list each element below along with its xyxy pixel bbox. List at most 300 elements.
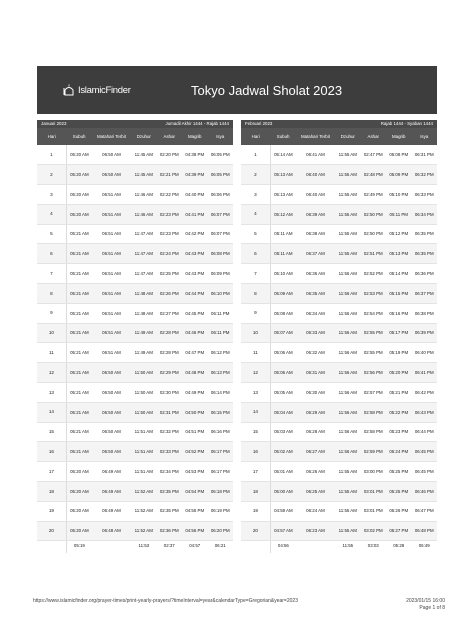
table-cell: 05:20 AM: [66, 462, 91, 482]
table-row: [241, 383, 437, 403]
table-cell: 04:39 PM: [182, 165, 207, 185]
table-cell: 05:22 PM: [386, 402, 411, 422]
table-cell: 02:31 PM: [157, 402, 182, 422]
table-cell: 11:55 AM: [335, 145, 360, 165]
table-cell: 04:43 PM: [182, 264, 207, 284]
table-cell: 06:17 PM: [207, 442, 233, 462]
table-cell: 14: [37, 402, 66, 422]
table-cell: 11:56 AM: [335, 284, 360, 304]
table-cell: 18: [37, 482, 66, 502]
table-cell: 06:34 PM: [411, 204, 437, 224]
column-header: Matahari Terbit: [296, 128, 335, 145]
table-cell: 10: [37, 323, 66, 343]
table-cell: [37, 541, 66, 553]
table-cell: 02:50 PM: [361, 204, 386, 224]
table-row: [241, 284, 437, 304]
column-header: Matahari Terbit: [92, 128, 131, 145]
table-cell: 11:51 AM: [131, 422, 156, 442]
table-row: [241, 244, 437, 264]
table-cell: 05:20 PM: [386, 363, 411, 383]
table-row: [37, 402, 233, 422]
table-cell: 11:55 AM: [335, 204, 360, 224]
table-row: [37, 482, 233, 502]
table-cell: 05:19: [66, 541, 91, 553]
table-cell: 06:31 PM: [411, 145, 437, 165]
table-row: [37, 185, 233, 205]
table-cell: 06:12 PM: [207, 343, 233, 363]
table-cell: 06:43 PM: [411, 402, 437, 422]
table-cell: 06:21: [214, 543, 226, 549]
table-cell: 11:55 AM: [335, 521, 360, 541]
table-cell: 05:15 PM: [386, 284, 411, 304]
table-cell: 6: [37, 244, 66, 264]
table-cell: 11:45 AM: [131, 165, 156, 185]
table-cell: 05:24 PM: [386, 442, 411, 462]
table-cell: 11:49 AM: [131, 343, 156, 363]
table-cell: 06:40 AM: [296, 185, 335, 205]
table-cell: 05:21 AM: [66, 284, 91, 304]
table-cell: 05:06 AM: [270, 343, 295, 363]
table-cell: 06:50 AM: [92, 402, 131, 422]
table-cell: 05:25 PM: [386, 482, 411, 502]
table-cell: 02:56 PM: [361, 363, 386, 383]
table-row: [37, 145, 233, 165]
footer-url: https://www.islamicfinder.org/prayer-times/print-yearly-prayers/?timeInterval=year&calendarType=Gregorian&year=2023: [33, 598, 298, 604]
table-cell: 06:51 AM: [92, 204, 131, 224]
table-cell: 06:17 PM: [207, 462, 233, 482]
table-cell: 05:21 PM: [386, 383, 411, 403]
table-cell: 11:49 AM: [131, 323, 156, 343]
table-cell: 06:35 AM: [296, 284, 335, 304]
table-cell: 02:47 PM: [361, 145, 386, 165]
table-cell: 06:33 AM: [296, 323, 335, 343]
table-cell: 02:23 PM: [157, 224, 182, 244]
table-cell: 05:21 AM: [66, 363, 91, 383]
table-cell: 04:59 AM: [270, 501, 295, 521]
table-cell: 04:47 PM: [182, 343, 207, 363]
table-cell: 17: [241, 462, 270, 482]
table-cell: 03:02 PM: [361, 521, 386, 541]
table-cell: 06:07 PM: [207, 224, 233, 244]
table-cell: 05:02 AM: [270, 442, 295, 462]
column-header: Subuh: [66, 128, 91, 145]
table-row: [241, 482, 437, 502]
table-row: [241, 224, 437, 244]
table-cell: 04:43 PM: [182, 244, 207, 264]
table-cell: 06:09 PM: [207, 264, 233, 284]
table-cell: 04:41 PM: [182, 204, 207, 224]
table-cell: 06:41 PM: [411, 363, 437, 383]
table-cell: 02:36 PM: [157, 521, 182, 541]
table-cell: 11:53: [138, 543, 150, 549]
table-cell: 06:35 PM: [411, 224, 437, 244]
table-cell: 05:21 AM: [66, 383, 91, 403]
table-cell: 02:35 PM: [157, 501, 182, 521]
table-cell: 02:49 PM: [361, 185, 386, 205]
table-cell: 05:21 AM: [66, 224, 91, 244]
table-cell: 05:21 AM: [66, 343, 91, 363]
table-cell: 18: [241, 482, 270, 502]
table-cell: 02:28 PM: [157, 323, 182, 343]
table-cell: 17: [37, 462, 66, 482]
table-cell: 11:55 AM: [335, 185, 360, 205]
table-cell: 9: [37, 303, 66, 323]
table-cell: 11:55 AM: [335, 165, 360, 185]
table-cell: 02:48 PM: [361, 165, 386, 185]
table-cell: 05:25 PM: [386, 462, 411, 482]
column-header: Isya: [207, 128, 233, 145]
table-cell: 11:56 AM: [335, 323, 360, 343]
table-row: [241, 363, 437, 383]
table-cell: 05:20 AM: [66, 145, 91, 165]
table-cell: 03:01 PM: [361, 501, 386, 521]
table-cell: 06:05 PM: [207, 165, 233, 185]
table-cell: 06:51 AM: [92, 264, 131, 284]
month-name: Januari 2023: [37, 120, 131, 128]
table-cell: 16: [37, 442, 66, 462]
table-cell: 02:32 PM: [157, 422, 182, 442]
table-cell: 05:10 AM: [270, 264, 295, 284]
table-cell: 06:45 PM: [411, 442, 437, 462]
table-cell: 05:19 PM: [386, 343, 411, 363]
table-row: [241, 422, 437, 442]
table-row: [241, 303, 437, 323]
table-cell: 11:56 AM: [335, 442, 360, 462]
table-row: [37, 363, 233, 383]
table-cell: 03:03: [367, 543, 379, 549]
table-cell: 06:51 AM: [92, 323, 131, 343]
column-header: Hari: [241, 128, 270, 145]
table-cell: 04:53 PM: [182, 462, 207, 482]
table-cell: 06:51 AM: [92, 244, 131, 264]
table-row: [241, 185, 437, 205]
table-cell: 06:10 PM: [207, 284, 233, 304]
table-cell: 06:07 PM: [207, 204, 233, 224]
table-cell: 06:37 PM: [411, 284, 437, 304]
table-cell: 8: [241, 284, 270, 304]
table-cell: 05:11 AM: [270, 224, 295, 244]
table-cell: 06:50 AM: [92, 145, 131, 165]
table-row: [37, 521, 233, 541]
table-cell: 4: [241, 204, 270, 224]
table-cell: 11:46 AM: [131, 185, 156, 205]
table-cell: 04:56 PM: [182, 521, 207, 541]
table-row: [37, 541, 233, 553]
table-cell: 11:52 AM: [131, 501, 156, 521]
table-cell: 06:13 PM: [207, 363, 233, 383]
table-cell: 06:28 AM: [296, 422, 335, 442]
table-cell: 11: [37, 343, 66, 363]
month-name: Februari 2023: [241, 120, 335, 128]
month-tables: [37, 120, 437, 553]
page-number: Page 1 of 8: [419, 604, 445, 611]
table-cell: 06:29 AM: [296, 402, 335, 422]
table-cell: 06:40 PM: [411, 343, 437, 363]
table-cell: 02:55 PM: [361, 323, 386, 343]
table-cell: 05:00 AM: [270, 482, 295, 502]
table-cell: 04:38 PM: [182, 145, 207, 165]
column-header: Subuh: [270, 128, 295, 145]
table-cell: 11:51 AM: [131, 442, 156, 462]
table-cell: 02:20 PM: [157, 145, 182, 165]
table-cell: 05:21 AM: [66, 264, 91, 284]
table-cell: 05:21 AM: [66, 244, 91, 264]
table-cell: 11:55 AM: [335, 224, 360, 244]
table-cell: 02:51 PM: [361, 244, 386, 264]
table-cell: 05:09 PM: [386, 165, 411, 185]
table-cell: 05:16 PM: [386, 303, 411, 323]
table-cell: 06:47 PM: [411, 501, 437, 521]
table-cell: 10: [241, 323, 270, 343]
table-cell: 06:16 PM: [207, 422, 233, 442]
footer-meta: [406, 598, 445, 611]
table-cell: 02:55 PM: [361, 343, 386, 363]
table-cell: 06:40 AM: [296, 165, 335, 185]
table-cell: 02:52 PM: [361, 264, 386, 284]
table-cell: 2: [241, 165, 270, 185]
table-row: [241, 462, 437, 482]
table-cell: 05:08 PM: [386, 145, 411, 165]
table-cell: 06:48 AM: [92, 521, 131, 541]
table-cell: 11:51 AM: [131, 462, 156, 482]
table-cell: 11:56 AM: [335, 363, 360, 383]
table-cell: 06:50 AM: [92, 442, 131, 462]
table-cell: 04:55 PM: [182, 501, 207, 521]
table-cell: 05:12 AM: [270, 204, 295, 224]
table-cell: 11:47 AM: [131, 264, 156, 284]
table-cell: 06:14 PM: [207, 383, 233, 403]
table-cell: 11:55 AM: [335, 482, 360, 502]
table-cell: 06:49: [418, 543, 430, 549]
table-cell: 11:56 AM: [335, 402, 360, 422]
table-cell: 05:20 AM: [66, 185, 91, 205]
table-cell: 05:28: [393, 543, 405, 549]
table-cell: 02:57 PM: [361, 383, 386, 403]
table-row: [241, 501, 437, 521]
table-cell: 06:18 PM: [207, 482, 233, 502]
table-cell: 05:21 AM: [66, 303, 91, 323]
table-cell: 5: [37, 224, 66, 244]
hijri-range: Rajab 1444 - Syaban 1444: [335, 120, 437, 128]
table-cell: 05:05 AM: [270, 383, 295, 403]
table-cell: 06:27 AM: [296, 442, 335, 462]
table-cell: 06:36 AM: [296, 264, 335, 284]
table-cell: 02:54 PM: [361, 303, 386, 323]
table-cell: 06:42 PM: [411, 383, 437, 403]
table-cell: 1: [241, 145, 270, 165]
table-cell: 04:54 PM: [182, 482, 207, 502]
logo-text: IslamicFinder: [78, 84, 131, 96]
table-row: [37, 264, 233, 284]
table-cell: 13: [241, 383, 270, 403]
table-cell: 11:56 AM: [335, 343, 360, 363]
table-cell: 04:45 PM: [182, 303, 207, 323]
table-cell: 06:32 PM: [411, 165, 437, 185]
table-cell: 05:23 PM: [386, 422, 411, 442]
table-row: [37, 462, 233, 482]
table-cell: 04:40 PM: [182, 185, 207, 205]
table-cell: 05:09 AM: [270, 284, 295, 304]
table-cell: 06:50 AM: [92, 363, 131, 383]
table-cell: 06:19 PM: [207, 501, 233, 521]
table-cell: 05:13 AM: [270, 185, 295, 205]
table-cell: 12: [241, 363, 270, 383]
table-cell: 11:46 AM: [131, 204, 156, 224]
table-cell: 3: [37, 185, 66, 205]
table-cell: [296, 541, 335, 553]
column-header: Isya: [411, 128, 437, 145]
table-cell: 06:50 AM: [92, 383, 131, 403]
table-cell: 06:30 AM: [296, 383, 335, 403]
table-cell: 05:01 AM: [270, 462, 295, 482]
table-cell: 02:25 PM: [157, 264, 182, 284]
table-cell: 11: [241, 343, 270, 363]
table-cell: 04:44 PM: [182, 284, 207, 304]
column-header: Magrib: [182, 128, 207, 145]
column-header: Dzuhur: [335, 128, 360, 145]
table-cell: 06:38 AM: [296, 224, 335, 244]
table-cell: 02:22 PM: [157, 185, 182, 205]
table-cell: 06:34 AM: [296, 303, 335, 323]
table-cell: 05:14 AM: [270, 145, 295, 165]
table-row: [37, 303, 233, 323]
table-cell: 06:11 PM: [207, 303, 233, 323]
table-cell: 06:39 PM: [411, 323, 437, 343]
table-cell: 05:06 AM: [270, 363, 295, 383]
table-cell: 04:46 PM: [182, 323, 207, 343]
table-row: [37, 224, 233, 244]
column-header: Ashar: [157, 128, 182, 145]
table-cell: 11:56 AM: [335, 303, 360, 323]
table-row: [241, 145, 437, 165]
table-row: [37, 383, 233, 403]
table-row: [37, 284, 233, 304]
table-cell: 06:11 PM: [207, 323, 233, 343]
table-cell: 02:29 PM: [157, 363, 182, 383]
table-cell: 05:26 PM: [386, 501, 411, 521]
table-cell: 02:26 PM: [157, 284, 182, 304]
table-cell: 05:20 AM: [66, 501, 91, 521]
table-cell: 02:27 PM: [157, 303, 182, 323]
table-cell: 05:12 PM: [386, 224, 411, 244]
table-cell: 05:08 AM: [270, 303, 295, 323]
mosque-icon: [63, 84, 75, 96]
table-row: [241, 442, 437, 462]
table-cell: 05:17 PM: [386, 323, 411, 343]
table-cell: 02:58 PM: [361, 402, 386, 422]
table-body: [241, 145, 437, 553]
table-row: [241, 323, 437, 343]
table-row: [241, 204, 437, 224]
table-cell: 11:56 AM: [335, 264, 360, 284]
table-cell: 8: [37, 284, 66, 304]
table-cell: 06:37 AM: [296, 244, 335, 264]
table-cell: 06:15 PM: [207, 402, 233, 422]
table-cell: 05:13 AM: [270, 165, 295, 185]
table-cell: 05:20 AM: [66, 482, 91, 502]
table-cell: 06:45 PM: [411, 462, 437, 482]
table-cell: 11:55: [342, 543, 354, 549]
table-cell: 04:57: [189, 543, 201, 549]
table-cell: 04:52 PM: [182, 442, 207, 462]
table-cell: 19: [241, 501, 270, 521]
table-cell: 05:13 PM: [386, 244, 411, 264]
table-cell: 06:44 PM: [411, 422, 437, 442]
table-cell: 03:01 PM: [361, 482, 386, 502]
table-cell: 06:49 AM: [92, 501, 131, 521]
table-cell: 11:50 AM: [131, 383, 156, 403]
table-cell: 7: [241, 264, 270, 284]
table-cell: 06:49 AM: [92, 462, 131, 482]
table-cell: 06:33 PM: [411, 185, 437, 205]
table-cell: 11:52 AM: [131, 521, 156, 541]
table-cell: 02:33 PM: [157, 442, 182, 462]
islamicfinder-logo: [63, 84, 153, 96]
table-cell: 11:48 AM: [131, 284, 156, 304]
table-cell: 02:23 PM: [157, 204, 182, 224]
table-cell: 15: [241, 422, 270, 442]
table-cell: 11:56 AM: [335, 383, 360, 403]
table-cell: 06:31 AM: [296, 363, 335, 383]
table-cell: 04:49 PM: [182, 383, 207, 403]
table-cell: 04:56: [270, 541, 295, 553]
table-cell: 11:47 AM: [131, 244, 156, 264]
table-cell: [92, 541, 131, 553]
table-cell: 11:50 AM: [131, 402, 156, 422]
table-cell: 06:51 AM: [92, 343, 131, 363]
table-cell: 11:55 AM: [335, 501, 360, 521]
table-cell: 06:51 AM: [92, 224, 131, 244]
table-cell: 06:49 AM: [92, 482, 131, 502]
page-title: Tokyo Jadwal Sholat 2023: [191, 82, 343, 98]
table-cell: 19: [37, 501, 66, 521]
table-cell: 04:50 PM: [182, 402, 207, 422]
table-cell: 12: [37, 363, 66, 383]
table-cell: 06:24 AM: [296, 501, 335, 521]
table-cell: 02:50 PM: [361, 224, 386, 244]
table-cell: 06:38 PM: [411, 303, 437, 323]
table-cell: 13: [37, 383, 66, 403]
hijri-range: Jumadil Akhir 1444 - Rajab 1444: [131, 120, 233, 128]
month-table-february: [241, 120, 437, 553]
column-header: Ashar: [361, 128, 386, 145]
table-cell: 9: [241, 303, 270, 323]
table-cell: 11:50 AM: [131, 363, 156, 383]
table-cell: 05:07 AM: [270, 323, 295, 343]
table-row: [37, 323, 233, 343]
table-cell: 20: [37, 521, 66, 541]
table-cell: 20: [241, 521, 270, 541]
table-cell: 02:35 PM: [157, 482, 182, 502]
table-cell: 06:36 PM: [411, 264, 437, 284]
table-cell: 1: [37, 145, 66, 165]
table-cell: 6: [241, 244, 270, 264]
table-row: [241, 165, 437, 185]
table-cell: 2: [37, 165, 66, 185]
column-header: Magrib: [386, 128, 411, 145]
table-cell: 14: [241, 402, 270, 422]
print-datetime: 2023/01/15 16:00: [406, 598, 445, 604]
table-cell: 3: [241, 185, 270, 205]
table-cell: 06:51 AM: [92, 185, 131, 205]
table-cell: 02:53 PM: [361, 284, 386, 304]
table-cell: 06:23 AM: [296, 521, 335, 541]
table-cell: 02:21 PM: [157, 165, 182, 185]
page-header: [37, 66, 437, 114]
table-cell: 06:26 AM: [296, 462, 335, 482]
table-cell: 11:56 AM: [335, 422, 360, 442]
table-cell: 02:58 PM: [361, 422, 386, 442]
